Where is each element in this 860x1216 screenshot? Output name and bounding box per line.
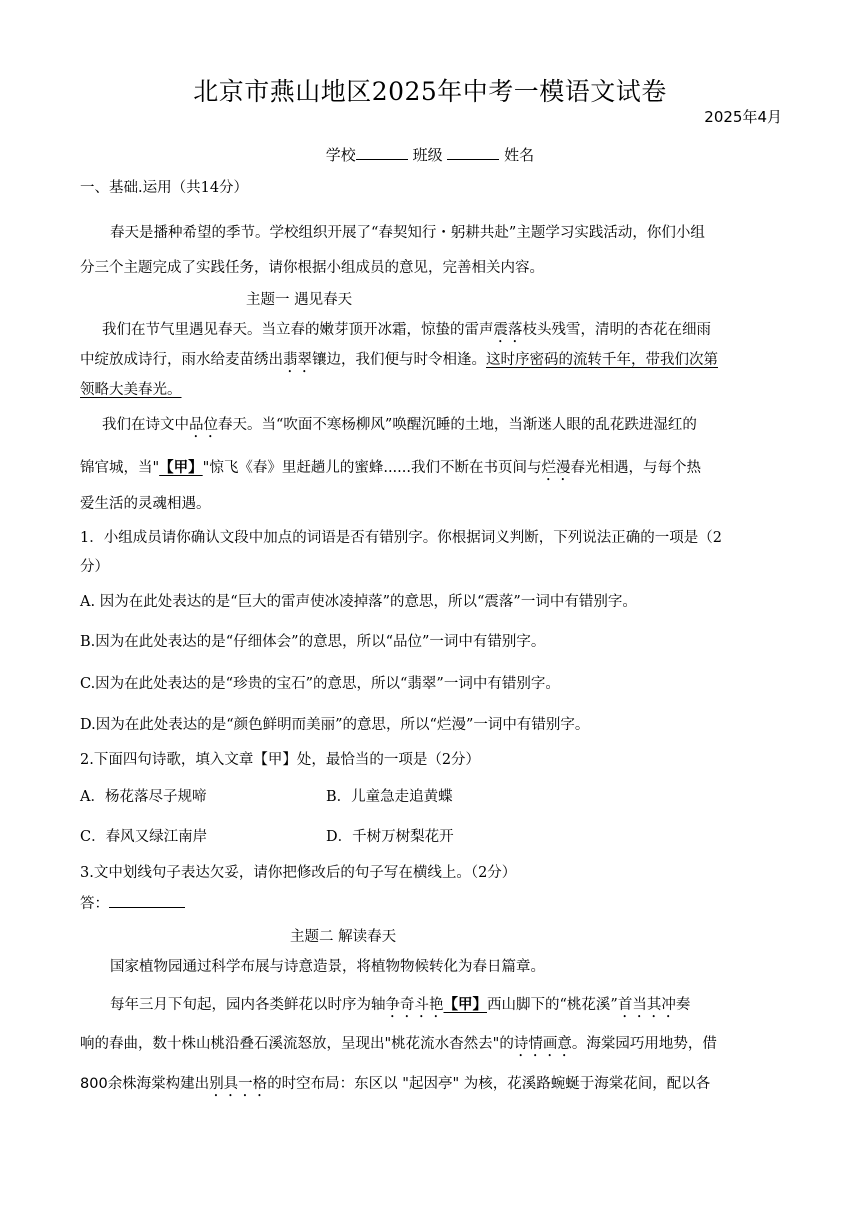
theme1-para1-line3 bbox=[80, 376, 780, 405]
dotted-word: 争奇斗艳 bbox=[385, 997, 444, 1013]
theme1-para2-line2 bbox=[80, 453, 780, 484]
q2-stem: 2.下面四句诗歌，填入文章【甲】处，最恰当的一项是（2分） bbox=[80, 752, 481, 768]
dotted-word: 诗情画意 bbox=[513, 1036, 572, 1052]
text-run: 中绽放成诗行，雨水给麦苗绣出 bbox=[80, 352, 283, 368]
section-heading: 一、基础.运用（共14分） bbox=[80, 180, 249, 196]
name-label: 姓名 bbox=[504, 146, 535, 164]
blank-jia: 【甲】 bbox=[159, 459, 203, 476]
school-blank[interactable] bbox=[356, 145, 408, 160]
intro-line-2: 分三个主题完成了实践任务，请你根据小组成员的意见，完善相关内容。 bbox=[80, 260, 544, 276]
q2-option-a: A．杨花落尽子规啼 bbox=[80, 789, 207, 805]
text-run: 响的春曲，数十株山桃沿叠石溪流怒放，呈现出"桃花流水杳然去"的 bbox=[80, 1036, 514, 1052]
underlined-sentence: 领略大美春光。 bbox=[80, 382, 182, 398]
dotted-word: 品位 bbox=[189, 417, 218, 433]
theme2-title: 主题二 解读春天 bbox=[290, 929, 397, 945]
student-info-line bbox=[0, 144, 860, 165]
q2-options-row1 bbox=[80, 783, 780, 812]
text-run: 的时空布局：东区以 "起因亭" 为核，花溪路蜿蜒于海棠花间，配以各 bbox=[267, 1076, 711, 1092]
text-run: 枝头残雪，清明的杏花在细雨 bbox=[522, 322, 711, 338]
text-run: 镶边，我们便与时令相逢。 bbox=[312, 352, 486, 368]
class-blank[interactable] bbox=[447, 145, 499, 160]
q2-option-b: B．儿童急走追黄蝶 bbox=[326, 789, 453, 805]
q3-answer-line bbox=[80, 890, 780, 919]
q1-stem-line2: 分） bbox=[80, 559, 109, 575]
underlined-sentence: 这时序密码的流转千年，带我们次第 bbox=[486, 352, 718, 368]
theme1-para2-line1 bbox=[80, 411, 780, 441]
q1-option-c: C.因为在此处表达的是“珍贵的宝石”的意思，所以“翡翠”一词中有错别字。 bbox=[80, 676, 560, 692]
text-run: 每年三月下旬起，园内各类鲜花以时序为轴 bbox=[110, 997, 386, 1013]
theme2-para2-line2 bbox=[80, 1030, 780, 1060]
theme2-para2-line3 bbox=[80, 1070, 780, 1100]
intro-line-1: 春天是播种希望的季节。学校组织开展了“春契知行・躬耕共赴”主题学习实践活动，你们小组 bbox=[110, 225, 705, 241]
theme1-para1-line1 bbox=[80, 316, 780, 346]
number-text: 800 bbox=[80, 1076, 108, 1092]
dotted-word: 首当其冲 bbox=[617, 997, 676, 1013]
text-run: 春光相遇，与每个热 bbox=[570, 460, 701, 476]
q2-option-c: C．春风又绿江南岸 bbox=[80, 829, 208, 845]
dotted-word: 翡翠 bbox=[283, 352, 312, 368]
text-run: "惊飞《春》里赶趟儿的蜜蜂......我们不断在书页间与 bbox=[202, 460, 542, 476]
theme2-para2-line1 bbox=[80, 990, 780, 1021]
text-run: 我们在诗文中 bbox=[102, 417, 189, 433]
dotted-word: 震落 bbox=[493, 322, 523, 338]
theme1-para2-line3: 爱生活的灵魂相遇。 bbox=[80, 496, 211, 512]
q1-option-a: A. 因为在此处表达的是“巨大的雷声使冰凌掉落”的意思，所以“震落”一词中有错别字。 bbox=[80, 594, 637, 610]
dotted-word: 烂漫 bbox=[541, 460, 571, 476]
answer-blank[interactable] bbox=[109, 893, 185, 908]
text-run: 春天。当“吹面不寒杨柳风”唤醒沉睡的土地，当渐迷人眼的乱花跌进湿红的 bbox=[218, 417, 697, 433]
q2-options-row2 bbox=[80, 823, 780, 852]
text-run: 。海棠园巧用地势，借 bbox=[571, 1036, 717, 1052]
dotted-word: 别具一格 bbox=[209, 1076, 268, 1092]
theme1-para1-line2 bbox=[80, 346, 780, 376]
answer-label: 答： bbox=[80, 896, 109, 912]
text-run: 西山脚下的“桃花溪” bbox=[487, 997, 618, 1013]
theme2-para1: 国家植物园通过科学布展与诗意造景，将植物物候转化为春日篇章。 bbox=[110, 959, 545, 975]
class-label: 班级 bbox=[412, 146, 443, 164]
q1-option-d: D.因为在此处表达的是“颜色鲜明而美丽”的意思，所以“烂漫”一词中有错别字。 bbox=[80, 717, 590, 733]
blank-jia: 【甲】 bbox=[443, 996, 487, 1013]
text-run: 奏 bbox=[675, 997, 691, 1013]
q2-option-d: D．千树万树梨花开 bbox=[326, 829, 454, 845]
q3-stem: 3.文中划线句子表达欠妥，请你把修改后的句子写在横线上。（2分） bbox=[80, 865, 517, 881]
q1-option-b: B.因为在此处表达的是“仔细体会”的意思，所以“品位”一词中有错别字。 bbox=[80, 634, 546, 650]
exam-title: 北京市燕山地区2025年中考一模语文试卷 bbox=[193, 77, 667, 106]
text-run: 余株海棠构建出 bbox=[107, 1076, 210, 1092]
school-label: 学校 bbox=[325, 146, 356, 164]
text-run: 锦官城，当" bbox=[80, 460, 160, 476]
theme1-title: 主题一 遇见春天 bbox=[246, 292, 353, 308]
exam-date: 2025年4月 bbox=[704, 108, 782, 126]
text-run: 我们在节气里遇见春天。当立春的嫩芽顶开冰霜，惊蛰的雷声 bbox=[102, 322, 494, 338]
q1-stem-line1: 1．小组成员请你确认文段中加点的词语是否有错别字。你根据词义判断，下列说法正确的一项是（2 bbox=[80, 530, 722, 546]
